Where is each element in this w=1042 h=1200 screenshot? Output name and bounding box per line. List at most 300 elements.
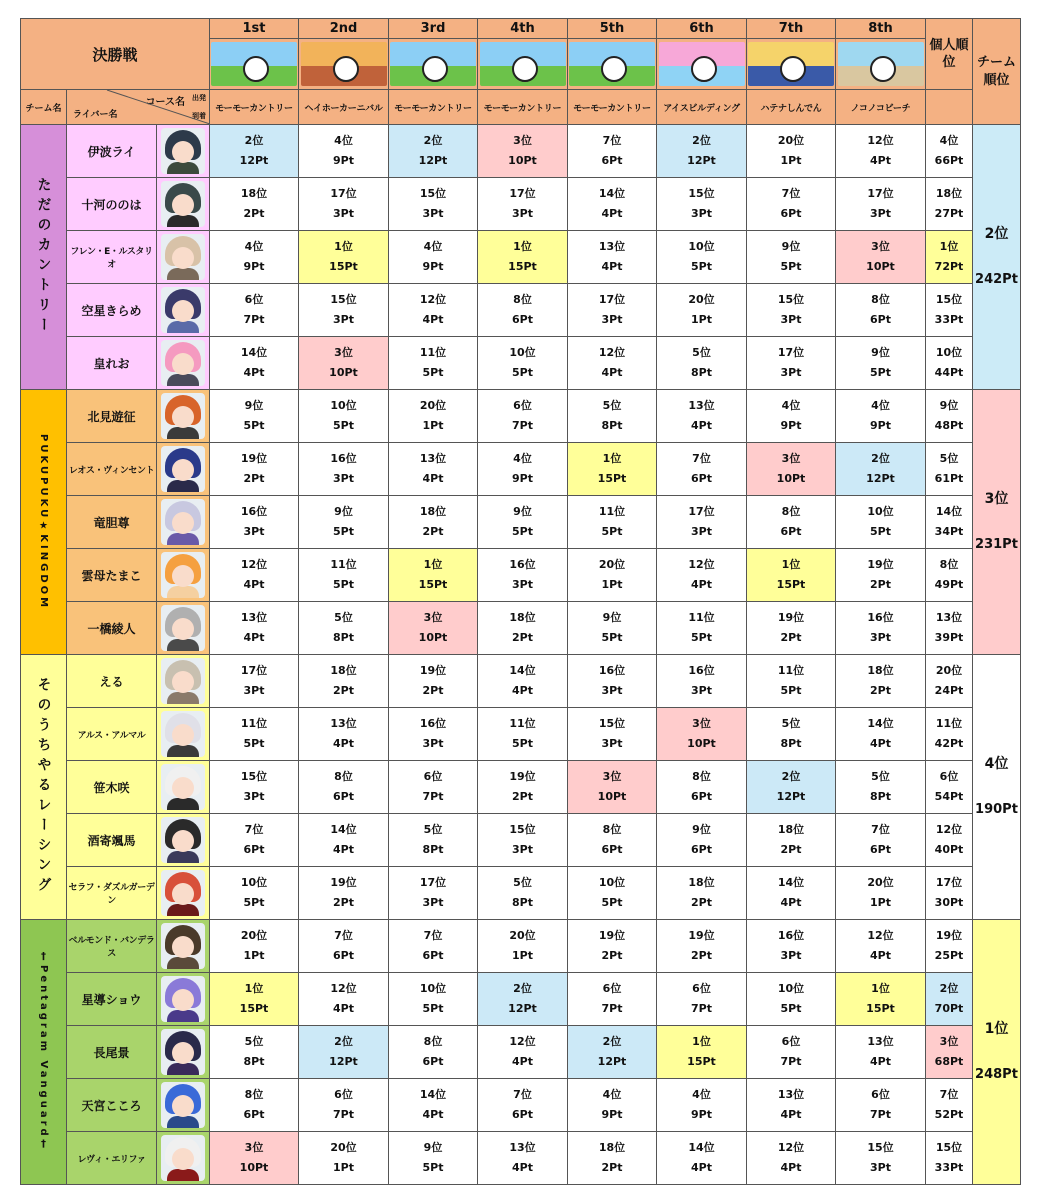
race-position: 12位	[867, 929, 894, 942]
personal-rank-position: 5位	[939, 452, 959, 465]
race-position: 15位	[688, 187, 715, 200]
race-points: 1Pt	[512, 949, 533, 962]
race-position: 10位	[688, 240, 715, 253]
race-result	[568, 178, 657, 231]
race-result	[836, 178, 926, 231]
race-position: 18位	[330, 664, 357, 677]
race-position: 14位	[419, 1088, 447, 1101]
race-position: 16位	[509, 558, 536, 571]
race-points: 7Pt	[691, 1002, 712, 1015]
personal-rank	[926, 761, 973, 814]
race-points: 3Pt	[601, 684, 623, 697]
race-result	[657, 973, 747, 1026]
race-result	[299, 443, 389, 496]
race-points: 2Pt	[601, 949, 623, 962]
race-result	[210, 337, 299, 390]
avatar-cell	[157, 655, 210, 708]
race-points: 4Pt	[333, 737, 354, 750]
race-position: 3位	[692, 717, 711, 730]
course-name: ヘイホーカーニバル	[299, 90, 389, 125]
race-result	[657, 1132, 747, 1185]
personal-rank	[926, 655, 973, 708]
race-position: 11位	[240, 717, 268, 730]
race-position: 8位	[334, 770, 353, 783]
avatar-cell	[157, 973, 210, 1026]
personal-rank	[926, 1026, 973, 1079]
race-result	[299, 284, 389, 337]
team-total-points: 242Pt	[975, 272, 1018, 287]
race-result	[389, 390, 478, 443]
table-row	[21, 125, 1021, 178]
race-points: 9Pt	[691, 1108, 712, 1121]
race-position: 7位	[692, 452, 711, 465]
race-result	[568, 1026, 657, 1079]
race-result	[299, 602, 389, 655]
race-points: 4Pt	[870, 737, 891, 750]
race-points: 4Pt	[333, 1002, 354, 1015]
race-position: 18位	[867, 664, 894, 677]
race-points: 10Pt	[866, 260, 895, 273]
race-result	[210, 655, 299, 708]
race-points: 3Pt	[243, 790, 265, 803]
race-result	[478, 973, 568, 1026]
race-result	[478, 178, 568, 231]
race-position: 5位	[423, 823, 443, 836]
personal-rank	[926, 125, 973, 178]
driver-name: 長尾景	[67, 1026, 157, 1079]
personal-total-points: 40Pt	[934, 843, 964, 856]
race-result	[389, 761, 478, 814]
race-points: 4Pt	[601, 207, 623, 220]
race-points: 9Pt	[422, 260, 444, 273]
race-result	[747, 284, 836, 337]
race-position: 6位	[692, 982, 711, 995]
driver-name: 酒寄颯馬	[67, 814, 157, 867]
race-result	[478, 549, 568, 602]
race-result	[836, 284, 926, 337]
course-thumbnail	[210, 39, 299, 90]
race-position: 17位	[419, 876, 447, 889]
race-result	[657, 337, 747, 390]
driver-name: 十河ののは	[67, 178, 157, 231]
race-position: 19位	[419, 664, 447, 677]
race-result	[568, 284, 657, 337]
race-points: 3Pt	[691, 684, 712, 697]
course-image	[838, 42, 924, 86]
avatar	[161, 1082, 205, 1128]
race-points: 2Pt	[333, 896, 354, 909]
race-position: 3位	[781, 452, 801, 465]
race-points: 6Pt	[422, 1055, 444, 1068]
race-position: 16位	[419, 717, 447, 730]
race-position: 13位	[777, 1088, 805, 1101]
race-points: 5Pt	[333, 525, 354, 538]
race-position: 13位	[867, 1035, 894, 1048]
race-result	[747, 920, 836, 973]
race-position: 4位	[423, 240, 443, 253]
race-result	[747, 814, 836, 867]
race-points: 1Pt	[601, 578, 623, 591]
course-thumbnail	[389, 39, 478, 90]
race-points: 4Pt	[243, 631, 265, 644]
course-name: モーモーカントリー	[389, 90, 478, 125]
race-position: 20位	[509, 929, 536, 942]
race-points: 2Pt	[780, 843, 802, 856]
personal-total-points: 42Pt	[934, 737, 964, 750]
race-points: 5Pt	[780, 684, 802, 697]
race-points: 3Pt	[333, 472, 354, 485]
race-result	[568, 814, 657, 867]
race-points: 7Pt	[780, 1055, 802, 1068]
race-position: 9位	[513, 505, 532, 518]
race-points: 6Pt	[780, 207, 802, 220]
race-result	[747, 655, 836, 708]
race-points: 3Pt	[870, 631, 891, 644]
driver-name: アルス・アルマル	[67, 708, 157, 761]
round-header: 7th	[747, 19, 836, 39]
race-position: 19位	[509, 770, 536, 783]
race-points: 3Pt	[601, 737, 623, 750]
race-points: 7Pt	[333, 1108, 354, 1121]
race-points: 5Pt	[780, 260, 802, 273]
race-position: 17位	[777, 346, 805, 359]
race-points: 1Pt	[422, 419, 444, 432]
race-position: 9位	[871, 346, 890, 359]
race-position: 15位	[419, 187, 447, 200]
race-points: 5Pt	[243, 737, 265, 750]
race-result	[747, 867, 836, 920]
race-position: 10位	[240, 876, 268, 889]
race-result	[747, 496, 836, 549]
race-points: 4Pt	[691, 1161, 712, 1174]
race-position: 2位	[334, 1035, 353, 1048]
race-points: 5Pt	[870, 525, 891, 538]
race-points: 4Pt	[422, 1108, 444, 1121]
race-points: 15Pt	[687, 1055, 716, 1068]
race-position: 12位	[330, 982, 357, 995]
race-result	[568, 1079, 657, 1132]
race-result	[568, 1132, 657, 1185]
race-result	[568, 337, 657, 390]
race-points: 10Pt	[597, 790, 627, 803]
race-result	[210, 178, 299, 231]
race-result	[478, 496, 568, 549]
race-result	[299, 973, 389, 1026]
race-result	[747, 549, 836, 602]
race-points: 3Pt	[870, 207, 891, 220]
race-position: 8位	[781, 505, 801, 518]
race-points: 3Pt	[333, 313, 354, 326]
race-result	[210, 602, 299, 655]
race-result	[747, 1026, 836, 1079]
race-result	[747, 973, 836, 1026]
race-position: 15位	[777, 293, 805, 306]
race-position: 14位	[688, 1141, 715, 1154]
personal-total-points: 24Pt	[934, 684, 964, 697]
race-result	[747, 390, 836, 443]
race-position: 13位	[688, 399, 715, 412]
race-position: 19位	[240, 452, 268, 465]
table-row	[21, 761, 1021, 814]
course-image	[301, 42, 387, 86]
race-points: 15Pt	[866, 1002, 895, 1015]
race-result	[299, 337, 389, 390]
race-position: 7位	[871, 823, 890, 836]
race-points: 4Pt	[780, 1108, 802, 1121]
race-position: 20位	[777, 134, 805, 147]
race-position: 6位	[244, 293, 264, 306]
course-name: ノコノコビーチ	[836, 90, 926, 125]
race-points: 15Pt	[239, 1002, 269, 1015]
race-points: 5Pt	[601, 525, 623, 538]
avatar	[161, 499, 205, 545]
avatar	[161, 393, 205, 439]
race-points: 10Pt	[239, 1161, 269, 1174]
race-result	[657, 602, 747, 655]
course-image	[569, 42, 655, 86]
team-rank-position: 4位	[984, 756, 1009, 772]
personal-total-points: 30Pt	[934, 896, 964, 909]
course-thumbnail	[657, 39, 747, 90]
race-position: 2位	[244, 134, 264, 147]
course-name: モーモーカントリー	[210, 90, 299, 125]
race-position: 4位	[334, 134, 353, 147]
race-result	[210, 814, 299, 867]
race-points: 6Pt	[422, 949, 444, 962]
driver-name: レヴィ・エリファ	[67, 1132, 157, 1185]
round-header: 6th	[657, 19, 747, 39]
table-title: 決勝戦	[21, 19, 210, 90]
race-points: 2Pt	[870, 684, 891, 697]
round-header: 1st	[210, 19, 299, 39]
race-points: 4Pt	[691, 419, 712, 432]
avatar-cell	[157, 231, 210, 284]
avatar-cell	[157, 549, 210, 602]
race-points: 9Pt	[333, 154, 354, 167]
race-points: 6Pt	[780, 525, 802, 538]
avatar-cell	[157, 443, 210, 496]
race-result	[657, 761, 747, 814]
avatar-cell	[157, 920, 210, 973]
race-points: 4Pt	[512, 684, 533, 697]
race-result	[210, 390, 299, 443]
personal-rank	[926, 920, 973, 973]
race-position: 12位	[598, 346, 626, 359]
race-points: 2Pt	[243, 207, 265, 220]
race-result	[836, 973, 926, 1026]
table-row	[21, 867, 1021, 920]
race-position: 11位	[509, 717, 536, 730]
race-position: 18位	[598, 1141, 626, 1154]
personal-rank-position: 4位	[939, 134, 959, 147]
race-result	[210, 1026, 299, 1079]
race-points: 3Pt	[243, 684, 265, 697]
race-points: 4Pt	[512, 1161, 533, 1174]
race-result	[389, 814, 478, 867]
race-result	[389, 1079, 478, 1132]
race-result	[389, 549, 478, 602]
race-position: 6位	[602, 982, 622, 995]
race-points: 15Pt	[508, 260, 537, 273]
personal-rank-position: 20位	[935, 664, 963, 677]
race-points: 10Pt	[329, 366, 358, 379]
personal-total-points: 61Pt	[934, 472, 964, 485]
race-points: 7Pt	[512, 419, 533, 432]
race-points: 9Pt	[780, 419, 802, 432]
race-result	[478, 920, 568, 973]
personal-rank-position: 1位	[939, 240, 959, 253]
race-result	[389, 708, 478, 761]
race-points: 8Pt	[422, 843, 444, 856]
table-row	[21, 443, 1021, 496]
course-image	[659, 42, 745, 86]
team-total-points: 190Pt	[975, 802, 1018, 817]
race-position: 1位	[244, 982, 264, 995]
race-result	[210, 549, 299, 602]
team-name: そのうちやるレーシング	[35, 677, 52, 897]
race-position: 9位	[602, 611, 622, 624]
race-result	[657, 867, 747, 920]
race-points: 5Pt	[780, 1002, 802, 1015]
race-position: 5位	[871, 770, 890, 783]
race-position: 6位	[423, 770, 443, 783]
avatar	[161, 446, 205, 492]
avatar	[161, 764, 205, 810]
round-header: 3rd	[389, 19, 478, 39]
race-result	[836, 390, 926, 443]
race-points: 12Pt	[239, 154, 269, 167]
team-name-cell	[21, 125, 67, 390]
race-position: 12位	[240, 558, 268, 571]
race-result	[657, 1026, 747, 1079]
race-position: 2位	[871, 452, 890, 465]
race-points: 12Pt	[687, 154, 716, 167]
race-points: 7Pt	[422, 790, 444, 803]
race-points: 15Pt	[776, 578, 806, 591]
race-result	[568, 920, 657, 973]
driver-name: 北見遊征	[67, 390, 157, 443]
race-result	[299, 920, 389, 973]
race-result	[389, 973, 478, 1026]
race-points: 6Pt	[691, 472, 712, 485]
race-result	[478, 231, 568, 284]
team-rank-position: 3位	[984, 491, 1009, 507]
race-result	[478, 814, 568, 867]
avatar	[161, 976, 205, 1022]
course-image	[390, 42, 476, 86]
race-result	[568, 231, 657, 284]
personal-rank	[926, 231, 973, 284]
race-result	[210, 496, 299, 549]
race-position: 7位	[334, 929, 353, 942]
race-position: 4位	[871, 399, 890, 412]
race-result	[657, 443, 747, 496]
race-position: 9位	[334, 505, 353, 518]
team-name: PUKUPUKU★KINGDOM	[38, 433, 49, 611]
race-position: 10位	[867, 505, 894, 518]
race-points: 8Pt	[691, 366, 712, 379]
race-result	[299, 496, 389, 549]
race-result	[568, 125, 657, 178]
race-position: 1位	[692, 1035, 711, 1048]
race-result	[210, 443, 299, 496]
race-points: 9Pt	[512, 472, 533, 485]
race-position: 3位	[513, 134, 532, 147]
race-result	[478, 1026, 568, 1079]
driver-name: 空星きらめ	[67, 284, 157, 337]
race-position: 1位	[602, 452, 622, 465]
race-position: 6位	[334, 1088, 353, 1101]
course-image	[748, 42, 834, 86]
race-position: 11位	[598, 505, 626, 518]
course-name: モーモーカントリー	[568, 90, 657, 125]
race-points: 4Pt	[870, 154, 891, 167]
race-result	[478, 125, 568, 178]
race-position: 12位	[867, 134, 894, 147]
personal-rank-position: 12位	[935, 823, 963, 836]
avatar-cell	[157, 1132, 210, 1185]
race-position: 7位	[781, 187, 801, 200]
table-row	[21, 284, 1021, 337]
race-points: 15Pt	[597, 472, 627, 485]
race-points: 5Pt	[691, 631, 712, 644]
race-result	[299, 231, 389, 284]
avatar	[161, 340, 205, 386]
avatar	[161, 711, 205, 757]
race-points: 3Pt	[422, 737, 444, 750]
personal-rank-position: 15位	[935, 293, 963, 306]
race-result	[568, 761, 657, 814]
avatar-cell	[157, 496, 210, 549]
race-position: 2位	[692, 134, 711, 147]
personal-rank	[926, 1132, 973, 1185]
race-position: 4位	[602, 1088, 622, 1101]
race-position: 9位	[244, 399, 264, 412]
race-points: 3Pt	[691, 525, 712, 538]
race-position: 3位	[871, 240, 890, 253]
race-position: 8位	[423, 1035, 443, 1048]
race-points: 5Pt	[333, 419, 354, 432]
personal-rank-position: 14位	[935, 505, 963, 518]
avatar	[161, 923, 205, 969]
race-result	[389, 1026, 478, 1079]
race-result	[657, 231, 747, 284]
round-header: 5th	[568, 19, 657, 39]
round-header: 8th	[836, 19, 926, 39]
race-points: 9Pt	[601, 1108, 623, 1121]
race-position: 10位	[509, 346, 536, 359]
driver-name: レオス・ヴィンセント	[67, 443, 157, 496]
personal-rank	[926, 602, 973, 655]
race-points: 6Pt	[691, 790, 712, 803]
race-points: 4Pt	[780, 896, 802, 909]
race-points: 5Pt	[512, 525, 533, 538]
personal-rank-position: 13位	[935, 611, 963, 624]
race-points: 4Pt	[243, 578, 265, 591]
personal-rank-position: 11位	[935, 717, 963, 730]
driver-name: 竜胆尊	[67, 496, 157, 549]
race-position: 9位	[692, 823, 711, 836]
personal-rank-position: 10位	[935, 346, 963, 359]
personal-rank-position: 8位	[939, 558, 959, 571]
avatar-cell	[157, 602, 210, 655]
avatar	[161, 817, 205, 863]
race-result	[568, 708, 657, 761]
personal-total-points: 34Pt	[934, 525, 964, 538]
race-points: 15Pt	[329, 260, 358, 273]
personal-rank	[926, 973, 973, 1026]
race-points: 4Pt	[333, 843, 354, 856]
